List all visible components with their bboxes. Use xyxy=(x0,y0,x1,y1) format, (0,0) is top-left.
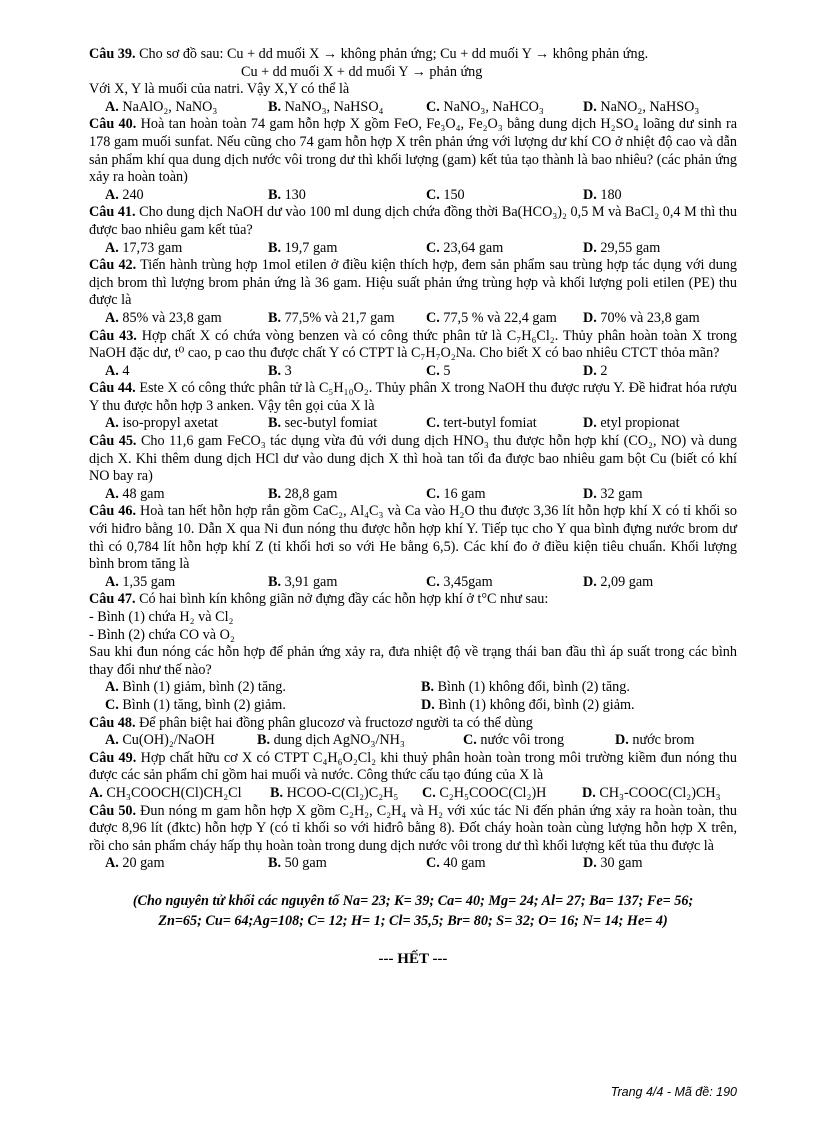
question-label: Câu 42. xyxy=(89,257,137,274)
option-a[interactable]: A. iso-propyl axetat xyxy=(105,415,219,432)
options xyxy=(89,310,737,328)
option-a[interactable]: A. Cu(OH)₂/NaOH xyxy=(105,732,215,749)
option-a[interactable]: A. 48 gam xyxy=(105,485,165,502)
exam-page xyxy=(89,46,737,969)
options xyxy=(89,679,737,697)
question-text: Để phân biệt hai đồng phân glucozơ và fructozơ người ta có thể dùng xyxy=(135,714,533,731)
question-text: Hợp chất X có chứa vòng benzen và có công thức phân tử là C₇H₆Cl₂. Thủy phân hoàn toàn X trong NaOH đặc dư, t⁰ cao, p cao thu được chất Y có CTPT là C₇H₇O₂Na. Cho biết X có bao nhiêu CTCT thỏa mãn? xyxy=(89,327,737,362)
option-d[interactable]: D. NaNO₂, NaHSO₃ xyxy=(583,98,700,115)
option-a[interactable]: A. NaAlO₂, NaNO₃ xyxy=(105,98,218,115)
note-line: Zn=65; Cu= 64;Ag=108; C= 12; H= 1; Cl= 35,5; Br= 80; S= 32; O= 16; N= 14; He= 4) xyxy=(158,912,668,929)
options xyxy=(89,187,737,205)
note-line: (Cho nguyên tử khối các nguyên tố Na= 23; K= 39; Ca= 40; Mg= 24; Al= 27; Ba= 137; Fe= 56; xyxy=(132,892,694,909)
option-b[interactable]: B. dung dịch AgNO₃/NH₃ xyxy=(257,732,405,749)
page-number: Trang 4/4 - Mã đề: 190 xyxy=(610,1085,737,1099)
option-d[interactable]: D. CH₃-COOC(Cl₂)CH₃ xyxy=(582,784,721,801)
option-d[interactable]: D. nước brom xyxy=(615,732,695,749)
question-label: Câu 50. xyxy=(89,802,137,819)
question-40 xyxy=(89,116,737,204)
question-label: Câu 48. xyxy=(89,714,136,731)
question-text: Có hai bình kín không giãn nở đựng đầy các hỗn hợp khí ở t°C như sau: xyxy=(135,591,549,608)
option-c[interactable]: C. 77,5 % và 22,4 gam xyxy=(426,309,557,326)
question-text: Hoà tan hết hỗn hợp rắn gồm CaC₂, Al₄C₃ và Ca vào H₂O thu được 3,36 lít hỗn hợp khí X có tỉ khối so với hiđro bằng 10. Dẫn X qua Ni đun nóng thu được hỗn hợp khí Y. Tiếp tục cho Y qua bình đựng nước brom dư thì có 0,784 lít hỗn hợp khí Z (tỉ khối hơi so với He bằng 6,5). Các khí đo ở điều kiện tiêu chuẩn. Khối lượng bình brom tăng là xyxy=(89,503,738,573)
question-label: Câu 45. xyxy=(89,433,137,450)
options xyxy=(89,697,737,715)
question-text: Cho sơ đồ sau: Cu + dd muối X → không phản ứng; Cu + dd muối Y → không phản ứng. xyxy=(135,46,649,62)
option-b[interactable]: B. 130 xyxy=(268,186,306,203)
option-c[interactable]: C. tert-butyl fomiat xyxy=(426,415,537,432)
question-text: Với X, Y là muối của natri. Vậy X,Y có thể là xyxy=(89,81,350,98)
question-label: Câu 46. xyxy=(89,503,137,520)
options xyxy=(89,415,737,433)
question-label: Câu 39. xyxy=(89,46,136,62)
option-a[interactable]: A. 20 gam xyxy=(105,855,165,872)
question-label: Câu 47. xyxy=(89,591,136,608)
option-c[interactable]: C. 5 xyxy=(426,362,451,379)
option-a[interactable]: A. 17,73 gam xyxy=(105,239,183,256)
question-41 xyxy=(89,204,737,257)
question-45 xyxy=(89,433,737,503)
question-48 xyxy=(89,715,737,750)
option-d[interactable]: D. etyl propionat xyxy=(583,415,680,432)
option-b[interactable]: B. HCOO-C(Cl₂)C₂H₅ xyxy=(270,784,399,801)
options xyxy=(89,363,737,381)
question-text: - Bình (2) chứa CO và O₂ xyxy=(89,626,235,643)
option-d[interactable]: D. 2,09 gam xyxy=(583,573,654,590)
options xyxy=(89,486,737,504)
option-c[interactable]: C. 150 xyxy=(426,186,465,203)
options xyxy=(89,855,737,873)
option-c[interactable]: C. nước vôi trong xyxy=(463,732,565,749)
question-label: Câu 49. xyxy=(89,749,137,766)
option-d[interactable]: D. 32 gam xyxy=(583,485,643,502)
options xyxy=(89,99,737,117)
question-text: Tiến hành trùng hợp 1mol etilen ở điều kiện thích hợp, đem sản phẩm sau trùng hợp tác dụng với dung dịch brom thì lượng brom phản ứng là 36 gam. Hiệu suất phản ứng trùng hợp và khối lượng poli etilen (PE) thu được là xyxy=(89,257,737,309)
option-b[interactable]: B. sec-butyl fomiat xyxy=(268,415,378,432)
question-text: Cho 11,6 gam FeCO₃ tác dụng vừa đủ với dung dịch HNO₃ thu được hỗn hợp khí (CO₂, NO) và dung dịch X. Khi thêm dung dịch HCl dư vào dung dịch X thì hoà tan tối đa được bao nhiêu gam bột Cu (biết có khí NO bay ra) xyxy=(89,433,737,485)
question-text: Sau khi đun nóng các hỗn hợp để phản ứng xảy ra, đưa nhiệt độ về trạng thái ban đầu thì áp suất trong các bình thay đổi như thế nào? xyxy=(89,644,737,678)
question-42 xyxy=(89,257,737,327)
question-label: Câu 44. xyxy=(89,380,136,397)
question-text: - Bình (1) chứa H₂ và Cl₂ xyxy=(89,609,234,625)
option-c[interactable]: C. Bình (1) tăng, bình (2) giảm. xyxy=(105,696,286,713)
option-a[interactable]: A. 85% và 23,8 gam xyxy=(105,309,222,326)
question-39 xyxy=(89,46,737,116)
option-d[interactable]: D. 29,55 gam xyxy=(583,239,661,256)
question-text: Hợp chất hữu cơ X có CTPT C₄H₆O₂Cl₂ khi thuỷ phân hoàn toàn trong môi trường kiềm đun nóng thu được các sản phẩm chỉ gồm hai muối và nước. Công thức cấu tạo đúng của X là xyxy=(89,749,737,784)
options xyxy=(89,785,737,803)
option-a[interactable]: A. 1,35 gam xyxy=(105,573,176,590)
option-b[interactable]: B. 3 xyxy=(268,362,292,379)
option-a[interactable]: A. CH₃COOCH(Cl)CH₂Cl xyxy=(89,784,242,801)
option-d[interactable]: D. 70% và 23,8 gam xyxy=(583,309,700,326)
option-d[interactable]: D. 180 xyxy=(583,186,622,203)
question-text: Cu + dd muối X + dd muối Y → phản ứng xyxy=(241,63,483,80)
question-text: Đun nóng m gam hỗn hợp X gồm C₂H₂, C₂H₄ và H₂ với xúc tác Ni đến phản ứng xảy ra hoàn toàn, thu được 8,96 lít (đktc) hỗn hợp Y (có tỉ khối so với hiđrô bằng 8). Đốt cháy hoàn toàn cùng lượng hỗn hợp X trên, rồi cho sản phẩm cháy hấp thụ hoàn toàn trong dung dịch nước vôi trong dư thì khối lượng kết tủa thu được là xyxy=(89,802,738,854)
option-c[interactable]: C. C₂H₅COOC(Cl₂)H xyxy=(422,784,547,801)
option-c[interactable]: C. 23,64 gam xyxy=(426,239,504,256)
option-b[interactable]: B. Bình (1) không đổi, bình (2) tăng. xyxy=(421,679,630,696)
question-text: Hoà tan hoàn toàn 74 gam hỗn hợp X gồm FeO, Fe₃O₄, Fe₂O₃ bằng dung dịch H₂SO₄ loãng dư sinh ra 178 gam muối sunfat. Nếu cũng cho 74 gam hỗn hợp X trên phản ứng với lượng dư khí CO ở nhiệt độ cao và dẫn sản phẩm khí qua dung dịch nước vôi trong dư thì khối lượng (gam) kết tủa tạo thành là bao nhiêu? (các phản ứng xảy ra hoàn toàn) xyxy=(89,116,737,186)
option-b[interactable]: B. 28,8 gam xyxy=(268,485,338,502)
question-44 xyxy=(89,380,737,433)
question-46 xyxy=(89,503,737,591)
option-d[interactable]: D. 2 xyxy=(583,362,608,379)
question-label: Câu 40. xyxy=(89,116,137,133)
question-text: Este X có công thức phân tử là C₅H₁₀O₂. Thủy phân X trong NaOH thu được rượu Y. Đề hiđrat hóa rượu Y thu được hỗn hợp 3 anken. Vậy tên gọi của X là xyxy=(89,380,737,414)
option-d[interactable]: D. Bình (1) không đổi, bình (2) giảm. xyxy=(421,696,635,713)
option-c[interactable]: C. 16 gam xyxy=(426,485,486,502)
options xyxy=(89,574,737,592)
option-a[interactable]: A. 4 xyxy=(105,362,130,379)
question-43 xyxy=(89,328,737,381)
option-c[interactable]: C. NaNO₃, NaHCO₃ xyxy=(426,98,544,115)
options xyxy=(89,240,737,258)
option-a[interactable]: A. Bình (1) giảm, bình (2) tăng. xyxy=(105,679,286,696)
options xyxy=(89,732,737,750)
question-50 xyxy=(89,803,737,873)
option-d[interactable]: D. 30 gam xyxy=(583,855,643,872)
option-b[interactable]: B. 3,91 gam xyxy=(268,573,338,590)
question-text: Cho dung dịch NaOH dư vào 100 ml dung dịch chứa đồng thời Ba(HCO₃)₂ 0,5 M và BaCl₂ 0,4 M thì thu được bao nhiêu gam kết tủa? xyxy=(89,204,737,238)
option-b[interactable]: B. 19,7 gam xyxy=(268,239,338,256)
option-c[interactable]: C. 3,45gam xyxy=(426,573,493,590)
option-a[interactable]: A. 240 xyxy=(105,186,144,203)
option-c[interactable]: C. 40 gam xyxy=(426,855,486,872)
atomic-mass-note xyxy=(89,891,737,931)
option-b[interactable]: B. NaNO₃, NaHSO₄ xyxy=(268,98,384,115)
option-b[interactable]: B. 50 gam xyxy=(268,855,327,872)
question-label: Câu 43. xyxy=(89,327,137,344)
question-49 xyxy=(89,750,737,803)
end-mark: --- HẾT --- xyxy=(378,950,448,967)
question-47 xyxy=(89,591,737,714)
option-b[interactable]: B. 77,5% và 21,7 gam xyxy=(268,309,395,326)
question-label: Câu 41. xyxy=(89,204,136,221)
